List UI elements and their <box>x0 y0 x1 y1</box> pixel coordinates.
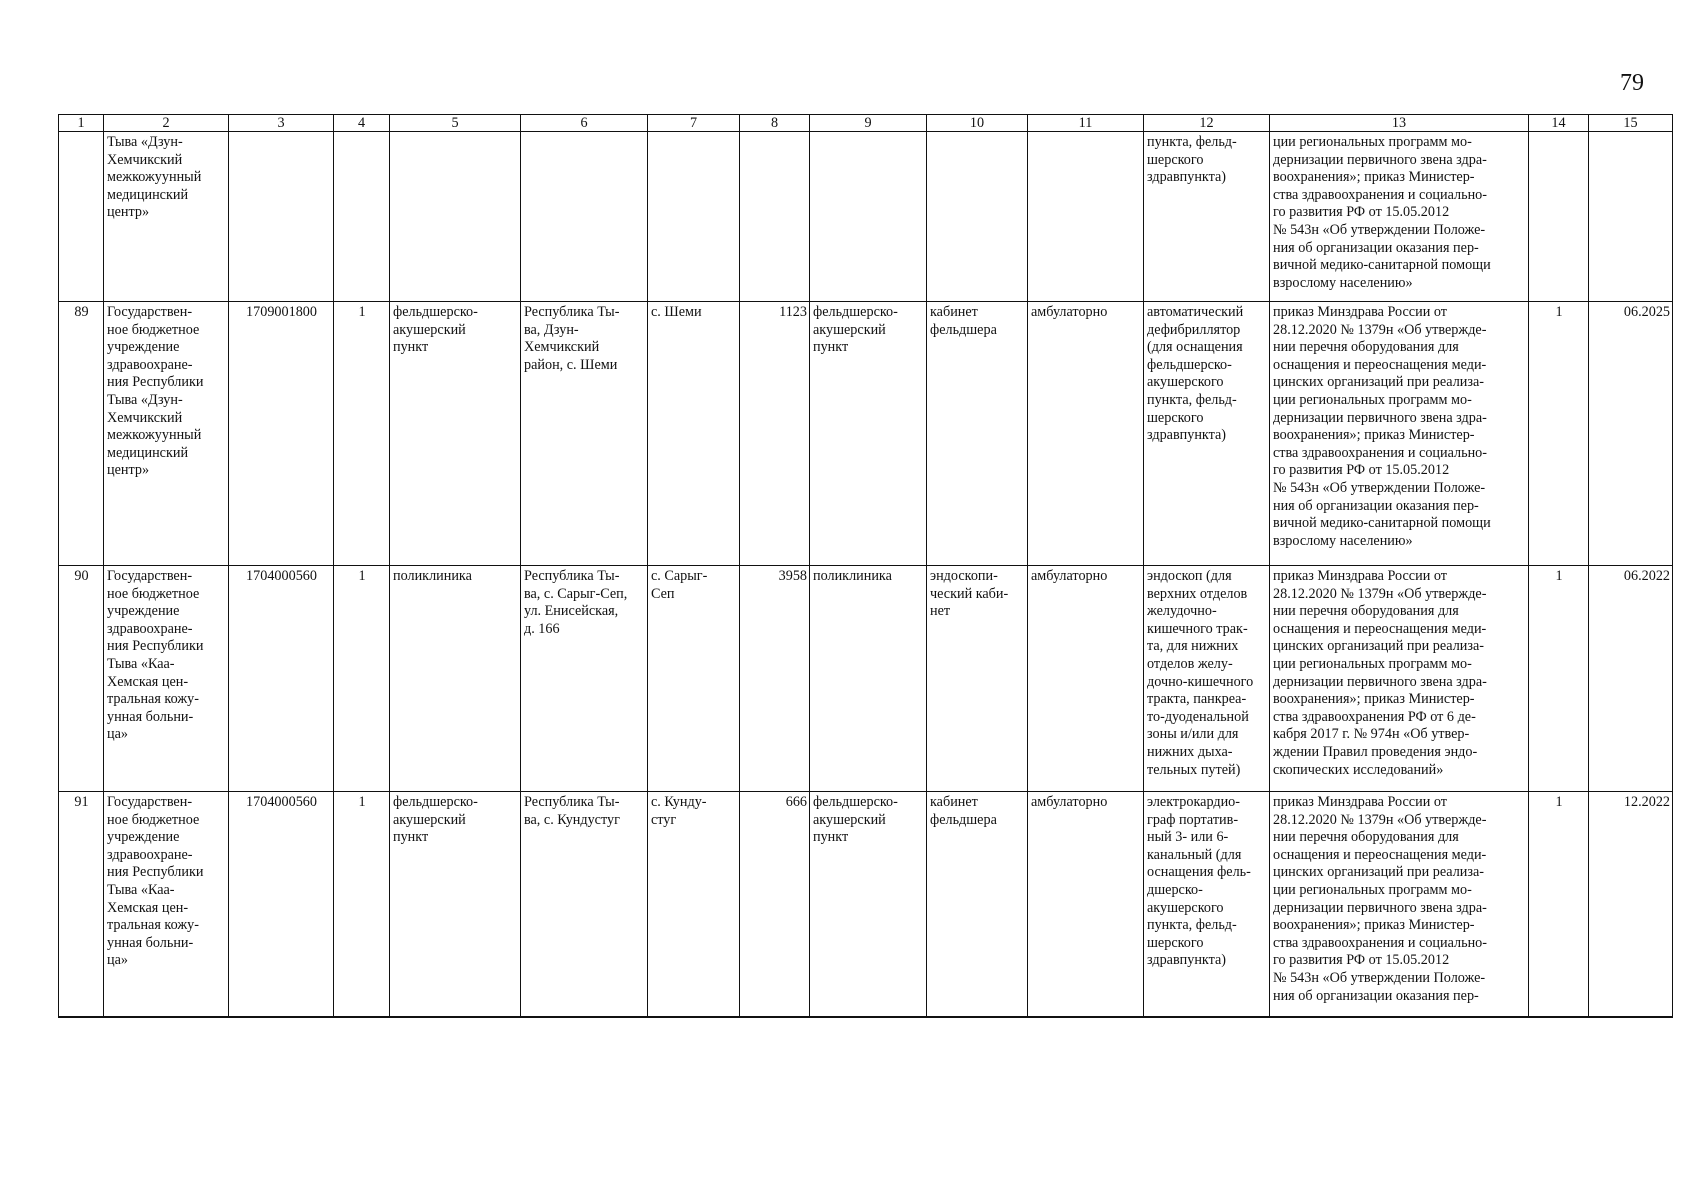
count-cell: 1 <box>334 566 390 792</box>
address-cell <box>521 792 648 1018</box>
text-line: ства здравоохранения РФ от 6 де- <box>1273 708 1476 725</box>
header-cell: 13 <box>1270 115 1529 132</box>
text-line: с. Кунду- <box>651 794 707 810</box>
text-line: 28.12.2020 № 1379н «Об утвержде- <box>1273 321 1487 338</box>
care-form-cell: амбулаторно <box>1028 302 1144 566</box>
text-line: дернизации первичного звена здра- <box>1273 899 1487 916</box>
table-row <box>59 792 1673 1018</box>
quantity-cell <box>1529 132 1589 302</box>
text-line: приказ Минздрава России от <box>1273 794 1447 810</box>
text-line: пункт <box>813 829 849 846</box>
text-line: ния Республики <box>107 638 204 655</box>
text-line: ния об организации оказания пер- <box>1273 987 1479 1004</box>
text-line: унная больни- <box>107 708 194 725</box>
text-line: пункта, фельд- <box>1147 391 1237 408</box>
text-line: эндоскоп (для <box>1147 568 1232 584</box>
unit-type-cell <box>390 566 521 792</box>
text-line: дернизации первичного звена здра- <box>1273 673 1487 690</box>
page-number: 79 <box>1620 70 1644 96</box>
text-line: центр» <box>107 462 150 479</box>
unit-type-cell <box>390 302 521 566</box>
text-line: ва, с. Кундустуг <box>524 811 620 828</box>
text-line: тельных путей) <box>1147 761 1241 778</box>
institution-cell <box>104 566 229 792</box>
text-line: здравпункта) <box>1147 427 1227 444</box>
room-cell <box>927 792 1028 1018</box>
header-cell: 12 <box>1144 115 1270 132</box>
text-line: Республика Ты- <box>524 304 620 320</box>
text-line: ции региональных программ мо- <box>1273 134 1472 150</box>
text-line: стуг <box>651 811 677 828</box>
text-line: вичной медико-санитарной помощи <box>1273 257 1491 274</box>
text-line: оснащения и переоснащения меди- <box>1273 620 1487 637</box>
text-line: зоны и/или для <box>1147 726 1239 743</box>
text-line: медицинский <box>107 186 189 203</box>
code-cell: 1704000560 <box>229 792 334 1018</box>
text-line: та, для нижних <box>1147 638 1239 655</box>
text-line: ции региональных программ мо- <box>1273 391 1472 408</box>
text-line: центр» <box>107 204 150 221</box>
regulation-cell <box>1270 302 1529 566</box>
text-line: вичной медико-санитарной помощи <box>1273 515 1491 532</box>
equipment-table <box>58 114 1673 1018</box>
equipment-cell <box>1144 302 1270 566</box>
regulation-cell <box>1270 792 1529 1018</box>
table-row <box>59 302 1673 566</box>
text-line: 28.12.2020 № 1379н «Об утвержде- <box>1273 585 1487 602</box>
text-line: с. Сарыг- <box>651 568 708 584</box>
text-line: Тыва «Каа- <box>107 881 175 898</box>
text-line: учреждение <box>107 829 180 846</box>
text-line: фельдшера <box>930 321 997 338</box>
text-line: Тыва «Каа- <box>107 655 175 672</box>
text-line: Тыва «Дзун- <box>107 134 183 150</box>
text-line: № 543н «Об утверждении Положе- <box>1273 969 1486 986</box>
regulation-cell <box>1270 132 1529 302</box>
continuation-row <box>59 132 1673 302</box>
text-line: район, с. Шеми <box>524 356 618 373</box>
division-cell <box>810 792 927 1018</box>
regulation-cell <box>1270 566 1529 792</box>
text-line: приказ Минздрава России от <box>1273 304 1447 320</box>
date-cell <box>1589 132 1673 302</box>
text-line: ния об организации оказания пер- <box>1273 497 1479 514</box>
text-line: ца» <box>107 952 128 969</box>
text-line: (для оснащения <box>1147 339 1243 356</box>
text-line: акушерский <box>813 811 886 828</box>
text-line: поликлиника <box>393 568 472 584</box>
text-line: дернизации первичного звена здра- <box>1273 409 1487 426</box>
population-cell: 1123 <box>740 302 810 566</box>
division-cell <box>810 302 927 566</box>
text-line: нии перечня оборудования для <box>1273 829 1459 846</box>
text-line: дернизации первичного звена здра- <box>1273 151 1487 168</box>
text-line: здравоохране- <box>107 620 193 637</box>
text-line: 28.12.2020 № 1379н «Об утвержде- <box>1273 811 1487 828</box>
count-cell: 1 <box>334 302 390 566</box>
header-row <box>59 115 1673 132</box>
text-line: фельдшерско- <box>813 794 898 810</box>
text-line: Республика Ты- <box>524 568 620 584</box>
header-cell: 3 <box>229 115 334 132</box>
date-cell: 12.2022 <box>1589 792 1673 1018</box>
unit-type-cell <box>390 132 521 302</box>
text-line: д. 166 <box>524 620 560 637</box>
room-cell <box>927 132 1028 302</box>
text-line: нижних дыха- <box>1147 743 1233 760</box>
text-line: электрокардио- <box>1147 794 1240 810</box>
text-line: граф портатив- <box>1147 811 1239 828</box>
text-line: акушерского <box>1147 374 1224 391</box>
unit-type-cell <box>390 792 521 1018</box>
text-line: Хемчикский <box>107 151 183 168</box>
text-line: воохранения»; приказ Министер- <box>1273 917 1475 934</box>
text-line: эндоскопи- <box>930 568 998 584</box>
text-line: кабинет <box>930 304 978 320</box>
quantity-cell: 1 <box>1529 302 1589 566</box>
text-line: Государствен- <box>107 304 193 320</box>
table-row <box>59 566 1673 792</box>
text-line: Хемчикский <box>524 339 600 356</box>
text-line: пункта, фельд- <box>1147 134 1237 150</box>
text-line: поликлиника <box>813 568 892 584</box>
text-line: оснащения фель- <box>1147 864 1251 881</box>
text-line: кабинет <box>930 794 978 810</box>
text-line: ния Республики <box>107 864 204 881</box>
text-line: межкожуунный <box>107 427 202 444</box>
text-line: здравпункта) <box>1147 952 1227 969</box>
institution-cell <box>104 302 229 566</box>
header-cell: 4 <box>334 115 390 132</box>
text-line: фельдшерско- <box>813 304 898 320</box>
text-line: Хемчикский <box>107 409 183 426</box>
text-line: фельдшера <box>930 811 997 828</box>
text-line: Сеп <box>651 585 675 602</box>
text-line: учреждение <box>107 339 180 356</box>
text-line: воохранения»; приказ Министер- <box>1273 169 1475 186</box>
text-line: Государствен- <box>107 568 193 584</box>
address-cell <box>521 566 648 792</box>
count-cell: 1 <box>334 792 390 1018</box>
text-line: кабря 2017 г. № 974н «Об утвер- <box>1273 726 1470 743</box>
settlement-cell <box>648 302 740 566</box>
text-line: пункт <box>393 829 429 846</box>
text-line: скопических исследований» <box>1273 761 1444 778</box>
header-cell: 1 <box>59 115 104 132</box>
text-line: взрослому населению» <box>1273 532 1413 549</box>
text-line: го развития РФ от 15.05.2012 <box>1273 204 1450 221</box>
address-cell <box>521 132 648 302</box>
settlement-cell <box>648 792 740 1018</box>
population-cell <box>740 132 810 302</box>
text-line: желудочно- <box>1147 603 1217 620</box>
institution-cell <box>104 132 229 302</box>
text-line: Тыва «Дзун- <box>107 391 183 408</box>
settlement-cell <box>648 132 740 302</box>
text-line: ное бюджетное <box>107 585 200 602</box>
text-line: Хемская цен- <box>107 673 189 690</box>
text-line: тральная кожу- <box>107 691 199 708</box>
text-line: ца» <box>107 726 128 743</box>
text-line: оснащения и переоснащения меди- <box>1273 846 1487 863</box>
count-cell <box>334 132 390 302</box>
header-cell: 5 <box>390 115 521 132</box>
text-line: автоматический <box>1147 304 1244 320</box>
text-line: тракта, панкреа- <box>1147 691 1247 708</box>
text-line: ное бюджетное <box>107 321 200 338</box>
text-line: № 543н «Об утверждении Положе- <box>1273 479 1486 496</box>
date-cell: 06.2022 <box>1589 566 1673 792</box>
text-line: ства здравоохранения и социально- <box>1273 934 1487 951</box>
population-cell: 3958 <box>740 566 810 792</box>
header-cell: 15 <box>1589 115 1673 132</box>
text-line: тральная кожу- <box>107 917 199 934</box>
text-line: дефибриллятор <box>1147 321 1241 338</box>
text-line: ный 3- или 6- <box>1147 829 1229 846</box>
division-cell <box>810 566 927 792</box>
address-cell <box>521 302 648 566</box>
text-line: пункта, фельд- <box>1147 917 1237 934</box>
text-line: шерского <box>1147 151 1204 168</box>
text-line: медицинский <box>107 444 189 461</box>
header-cell: 7 <box>648 115 740 132</box>
text-line: фельдшерско- <box>1147 356 1232 373</box>
care-form-cell: амбулаторно <box>1028 792 1144 1018</box>
text-line: нии перечня оборудования для <box>1273 339 1459 356</box>
date-cell: 06.2025 <box>1589 302 1673 566</box>
institution-cell <box>104 792 229 1018</box>
text-line: дочно-кишечного <box>1147 673 1254 690</box>
text-line: акушерский <box>813 321 886 338</box>
text-line: кишечного трак- <box>1147 620 1248 637</box>
text-line: то-дуоденальной <box>1147 708 1249 725</box>
text-line: дшерско- <box>1147 881 1203 898</box>
text-line: здравоохране- <box>107 846 193 863</box>
text-line: оснащения и переоснащения меди- <box>1273 356 1487 373</box>
text-line: акушерский <box>393 811 466 828</box>
text-line: фельдшерско- <box>393 304 478 320</box>
text-line: ждении Правил проведения эндо- <box>1273 743 1478 760</box>
text-line: шерского <box>1147 934 1204 951</box>
text-line: Государствен- <box>107 794 193 810</box>
text-line: ва, с. Сарыг-Сеп, <box>524 585 628 602</box>
text-line: приказ Минздрава России от <box>1273 568 1447 584</box>
text-line: межкожуунный <box>107 169 202 186</box>
text-line: нии перечня оборудования для <box>1273 603 1459 620</box>
header-cell: 11 <box>1028 115 1144 132</box>
text-line: цинских организаций при реализа- <box>1273 864 1485 881</box>
row-number-cell: 91 <box>59 792 104 1018</box>
text-line: здравпункта) <box>1147 169 1227 186</box>
text-line: Хемская цен- <box>107 899 189 916</box>
text-line: отделов желу- <box>1147 655 1233 672</box>
code-cell: 1709001800 <box>229 302 334 566</box>
settlement-cell <box>648 566 740 792</box>
equipment-cell <box>1144 566 1270 792</box>
text-line: ва, Дзун- <box>524 321 579 338</box>
row-number-cell: 90 <box>59 566 104 792</box>
text-line: учреждение <box>107 603 180 620</box>
text-line: взрослому населению» <box>1273 274 1413 291</box>
header-cell: 10 <box>927 115 1028 132</box>
text-line: ное бюджетное <box>107 811 200 828</box>
equipment-cell <box>1144 132 1270 302</box>
division-cell <box>810 132 927 302</box>
text-line: пункт <box>813 339 849 356</box>
text-line: ции региональных программ мо- <box>1273 881 1472 898</box>
header-cell: 6 <box>521 115 648 132</box>
text-line: фельдшерско- <box>393 794 478 810</box>
text-line: здравоохране- <box>107 356 193 373</box>
text-line: воохранения»; приказ Министер- <box>1273 427 1475 444</box>
room-cell <box>927 302 1028 566</box>
text-line: ства здравоохранения и социально- <box>1273 186 1487 203</box>
row-number-cell: 89 <box>59 302 104 566</box>
text-line: го развития РФ от 15.05.2012 <box>1273 462 1450 479</box>
header-cell: 14 <box>1529 115 1589 132</box>
quantity-cell: 1 <box>1529 792 1589 1018</box>
room-cell <box>927 566 1028 792</box>
text-line: ческий каби- <box>930 585 1009 602</box>
text-line: унная больни- <box>107 934 194 951</box>
text-line: цинских организаций при реализа- <box>1273 374 1485 391</box>
population-cell: 666 <box>740 792 810 1018</box>
text-line: ния об организации оказания пер- <box>1273 239 1479 256</box>
text-line: воохранения»; приказ Министер- <box>1273 691 1475 708</box>
text-line: ции региональных программ мо- <box>1273 655 1472 672</box>
text-line: шерского <box>1147 409 1204 426</box>
text-line: акушерского <box>1147 899 1224 916</box>
header-cell: 8 <box>740 115 810 132</box>
text-line: Республика Ты- <box>524 794 620 810</box>
text-line: нет <box>930 603 951 620</box>
text-line: ул. Енисейская, <box>524 603 619 620</box>
text-line: цинских организаций при реализа- <box>1273 638 1485 655</box>
care-form-cell: амбулаторно <box>1028 566 1144 792</box>
text-line: с. Шеми <box>651 304 702 320</box>
text-line: пункт <box>393 339 429 356</box>
row-number-cell <box>59 132 104 302</box>
text-line: канальный (для <box>1147 846 1242 863</box>
text-line: верхних отделов <box>1147 585 1248 602</box>
text-line: акушерский <box>393 321 466 338</box>
equipment-cell <box>1144 792 1270 1018</box>
quantity-cell: 1 <box>1529 566 1589 792</box>
text-line: № 543н «Об утверждении Положе- <box>1273 221 1486 238</box>
text-line: ства здравоохранения и социально- <box>1273 444 1487 461</box>
header-cell: 2 <box>104 115 229 132</box>
code-cell: 1704000560 <box>229 566 334 792</box>
header-cell: 9 <box>810 115 927 132</box>
code-cell <box>229 132 334 302</box>
care-form-cell <box>1028 132 1144 302</box>
text-line: ния Республики <box>107 374 204 391</box>
text-line: го развития РФ от 15.05.2012 <box>1273 952 1450 969</box>
